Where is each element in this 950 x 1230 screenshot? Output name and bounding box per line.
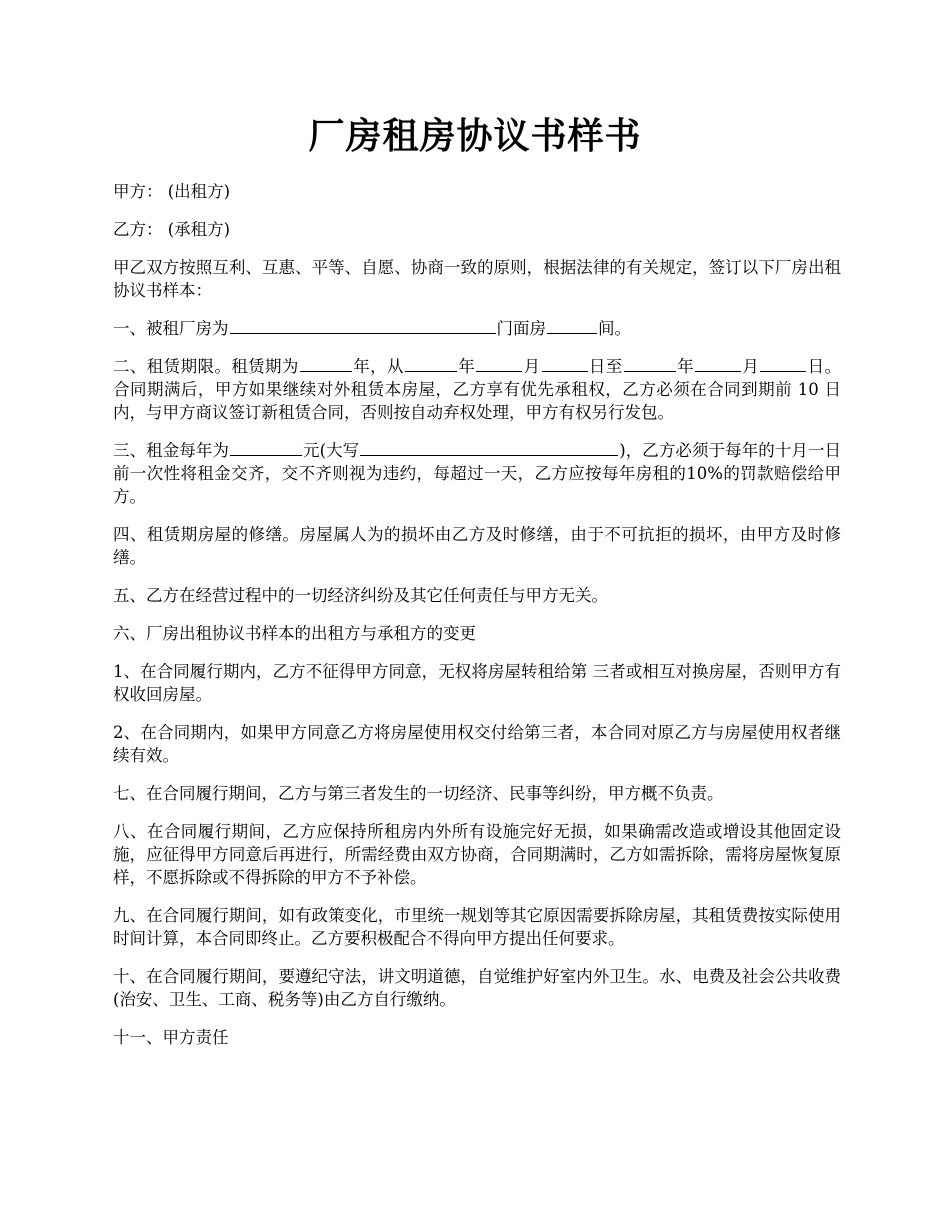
intro-paragraph: 甲乙双方按照互利、互惠、平等、自愿、协商一致的原则，根据法律的有关规定，签订以下厂房出租协议书样本：: [113, 258, 841, 300]
clause-6-item-1: 1、在合同履行期内，乙方不征得甲方同意，无权将房屋转租给第 三者或相互对换房屋，否则甲方有权收回房屋。: [113, 662, 841, 704]
party-a-line: 甲方： (出租方): [113, 182, 231, 201]
clause-4: 四、租赁期房屋的修缮。房屋属人为的损坏由乙方及时修缮，由于不可抗拒的损坏，由甲方及时修缮。: [113, 525, 841, 567]
party-b-line: 乙方： (承租方): [113, 220, 231, 239]
clause-10: 十、在合同履行期间，要遵纪守法，讲文明道德，自觉维护好室内外卫生。水、电费及社会公共收费(治安、卫生、工商、税务等)由乙方自行缴纳。: [113, 967, 841, 1009]
clause-8: 八、在合同履行期间，乙方应保持所租房内外所有设施完好无损，如果确需改造或增设其他固定设施，应征得甲方同意后再进行，所需经费由双方协商，合同期满时，乙方如需拆除，需将房屋恢复原样，不愿拆除或不得拆除的甲方不予补偿。: [113, 822, 841, 887]
document-title: 厂房租房协议书样书: [308, 115, 642, 157]
fill-blank-premises: [230, 318, 496, 334]
clause-2-text-f: 年: [676, 357, 694, 376]
fill-blank-rent-amount: [230, 440, 302, 456]
clause-1-text-b: 门面房: [496, 319, 546, 338]
document-body: [113, 180, 841, 1064]
clause-2-text-d: 月: [523, 357, 541, 376]
clause-9: 九、在合同履行期间，如有政策变化，市里统一规划等其它原因需要拆除房屋，其租赁费按实际使用时间计算，本合同即终止。乙方要积极配合不得向甲方提出任何要求。: [113, 906, 841, 948]
clause-3: [113, 439, 841, 508]
clause-3-text-c: )，乙方必须于每年的十月一日前一次性将租金交齐，交不齐则视为违约，每超过一天，乙方应按每年房租的10%的罚款赔偿给甲方。: [113, 441, 842, 506]
clause-2-text-c: 年: [457, 357, 476, 376]
fill-blank-start-day: [542, 356, 588, 372]
clause-2: [113, 355, 841, 424]
fill-blank-end-year: [624, 356, 676, 372]
clause-2-text-e: 日至: [588, 357, 623, 376]
clause-2-text-a: 二、租赁期限。租赁期为: [113, 357, 299, 376]
fill-blank-start-year: [405, 356, 457, 372]
clause-6: 六、厂房出租协议书样本的出租方与承租方的变更: [113, 624, 476, 643]
clause-5: 五、乙方在经营过程中的一切经济纠纷及其它任何责任与甲方无关。: [113, 586, 608, 605]
clause-2-text-b: 年，从: [352, 357, 404, 376]
clause-2-text-h: 日。合同期满后，甲方如果继续对外租赁本房屋，乙方享有优先承租权，乙方必须在合同到期前 10 日内，与甲方商议签订新租赁合同，否则按自动弃权处理，甲方有权另行发包。: [113, 357, 842, 422]
clause-11: 十一、甲方责任: [113, 1028, 229, 1047]
clause-3-text-b: 元(大写: [302, 441, 360, 460]
fill-blank-end-month: [695, 356, 741, 372]
clause-1: [113, 317, 841, 340]
clause-1-text-c: 间。: [598, 319, 631, 338]
clause-2-text-g: 月: [741, 357, 760, 376]
fill-blank-start-month: [476, 356, 522, 372]
clause-3-text-a: 三、租金每年为: [113, 441, 229, 460]
fill-blank-rent-in-words: [360, 440, 618, 456]
fill-blank-end-day: [760, 356, 806, 372]
fill-blank-room-count: [547, 318, 597, 334]
fill-blank-term-years: [300, 356, 352, 372]
clause-6-item-2: 2、在合同期内，如果甲方同意乙方将房屋使用权交付给第三者，本合同对原乙方与房屋使用权者继续有效。: [113, 723, 841, 765]
clause-1-text-a: 一、被租厂房为: [113, 319, 229, 338]
clause-7: 七、在合同履行期间，乙方与第三者发生的一切经济、民事等纠纷，甲方概不负责。: [113, 784, 724, 803]
